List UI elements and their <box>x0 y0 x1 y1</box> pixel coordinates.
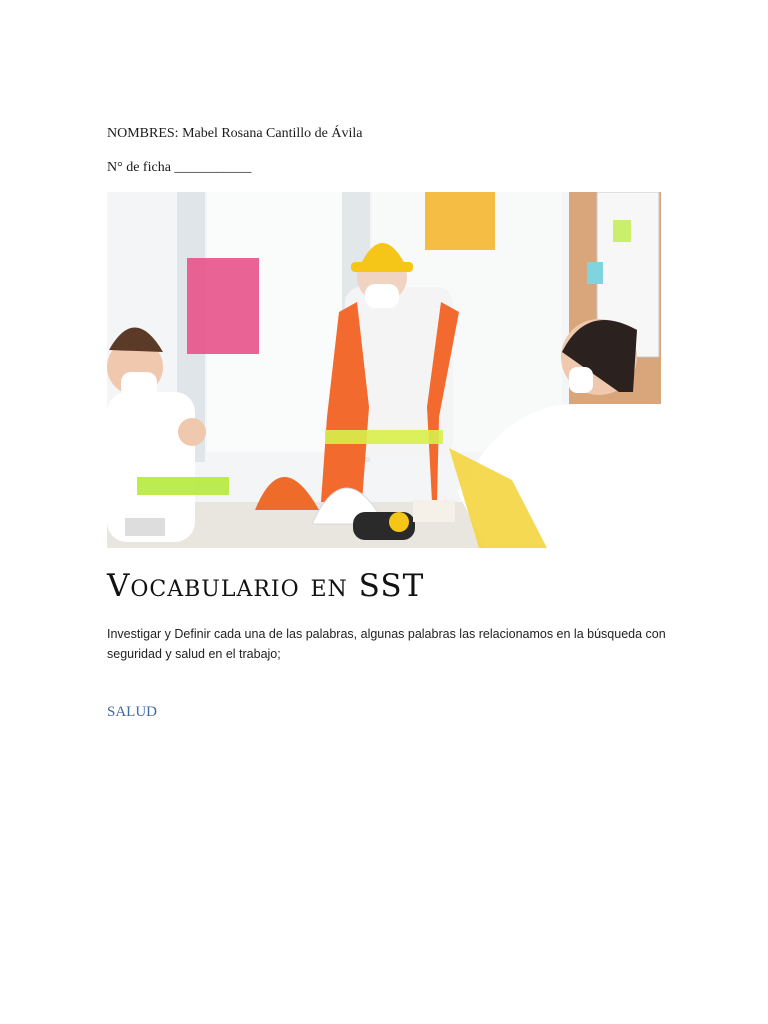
document-title: Vocabulario en SST <box>107 568 425 604</box>
photo-illustration <box>107 192 661 548</box>
student-names: NOMBRES: Mabel Rosana Cantillo de Ávila <box>107 126 363 141</box>
workplace-safety-photo <box>107 192 661 548</box>
ficha-number: N° de ficha ___________ <box>107 160 252 175</box>
section-heading-salud: SALUD <box>107 704 158 720</box>
instructions-paragraph: Investigar y Definir cada una de las palabras, algunas palabras las relacionamos en la búsqueda con seguridad y salud en el trabajo; <box>107 627 666 661</box>
